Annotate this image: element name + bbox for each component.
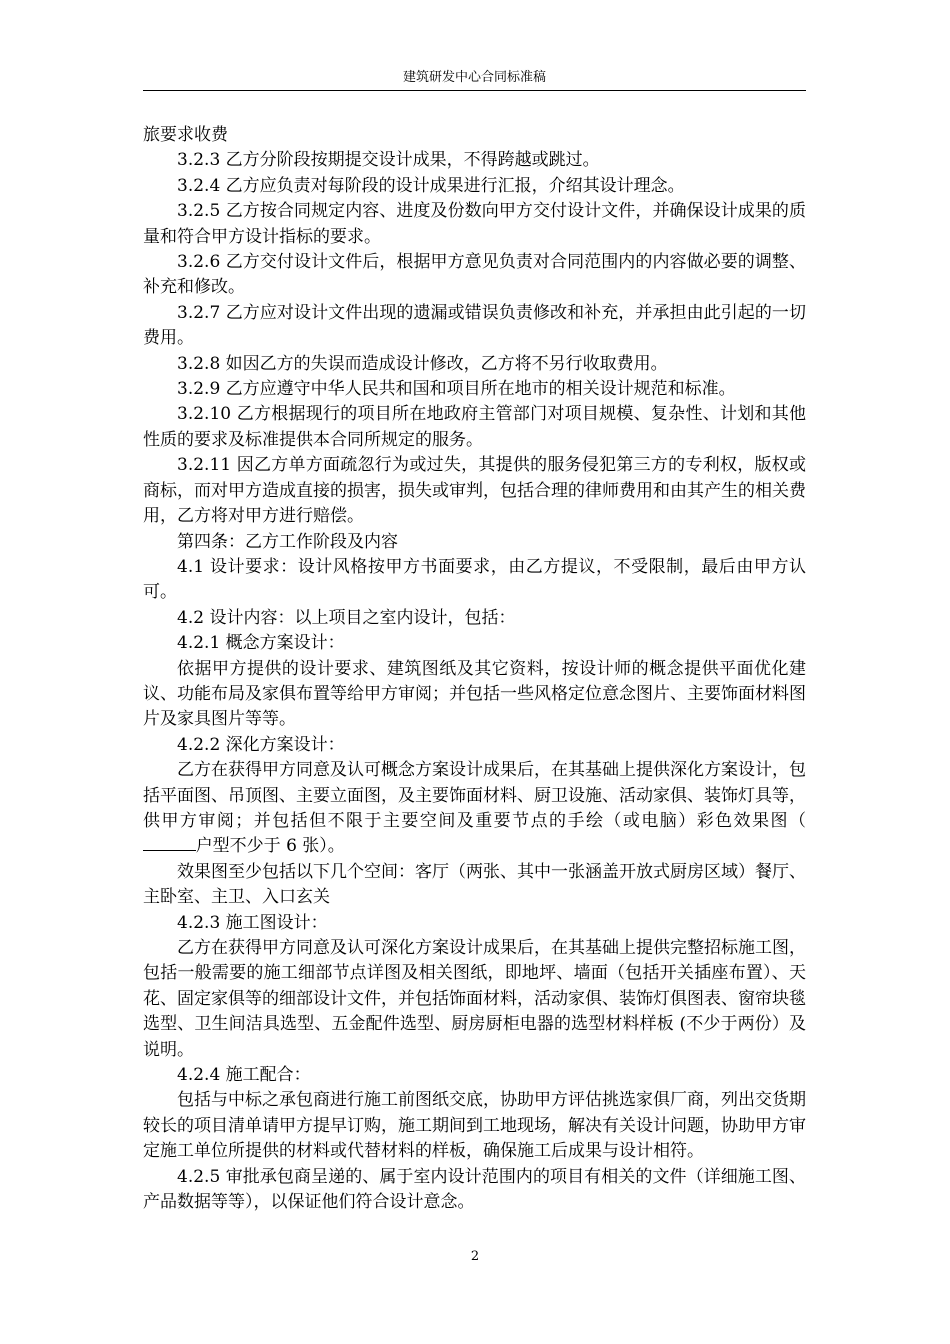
clause-4-2-3-body: 乙方在获得甲方同意及认可深化方案设计成果后，在其基础上提供完整招标施工图，包括一般需要的施工细部节点详图及相关图纸，即地坪、墙面（包括开关插座布置）、天花、固定家俱等的细部设计文件，并包括饰面材料，活动家俱、装饰灯俱图表、窗帘块毯选型、卫生间洁具选型、五金配件选型、厨房厨柜电器的选型材料样板 (不少于两份）及说明。 xyxy=(143,938,806,1060)
fill-in-blank xyxy=(143,835,196,851)
clause-3-2-7: 3.2.7 乙方应对设计文件出现的遗漏或错误负责修改和补充，并承担由此引起的一切费用。 xyxy=(143,302,806,349)
clause-3-2-10: 3.2.10 乙方根据现行的项目所在地政府主管部门对项目规模、复杂性、计划和其他性质的要求及标准提供本合同所规定的服务。 xyxy=(143,404,806,450)
rendering-spaces: 效果图至少包括以下几个空间：客厅（两张、其中一张涵盖开放式厨房区域）餐厅、主卧室、主卫、入口玄关 xyxy=(143,861,806,908)
paragraph: 旅要求收费 xyxy=(143,125,228,145)
clause-4-2-4-heading: 4.2.4 施工配合： xyxy=(177,1065,311,1086)
clause-3-2-6: 3.2.6 乙方交付设计文件后，根据甲方意见负责对合同范围内的内容做必要的调整、补充和修改。 xyxy=(143,252,806,298)
document-body xyxy=(143,123,806,1215)
header-title: 建筑研发中心合同标准稿 xyxy=(402,70,546,85)
page-header xyxy=(143,68,806,91)
article-4-heading: 第四条：乙方工作阶段及内容 xyxy=(177,531,398,552)
clause-3-2-8: 3.2.8 如因乙方的失误而造成设计修改，乙方将不另行收取费用。 xyxy=(177,353,668,374)
clause-3-2-11: 3.2.11 因乙方单方面疏忽行为或过失，其提供的服务侵犯第三方的专利权，版权或商标，而对甲方造成直接的损害，损失或审判，包括合理的律师费用和由其产生的相关费用，乙方将对甲方进行赔偿。 xyxy=(143,455,806,527)
clause-4-1: 4.1 设计要求：设计风格按甲方书面要求，由乙方提议，不受限制，最后由甲方认可。 xyxy=(143,556,806,603)
clause-4-2: 4.2 设计内容：以上项目之室内设计，包括： xyxy=(177,607,516,628)
clause-4-2-5: 4.2.5 审批承包商呈递的、属于室内设计范围内的项目有相关的文件（详细施工图、产品数据等等），以保证他们符合设计意念。 xyxy=(143,1166,806,1213)
clause-4-2-2-heading: 4.2.2 深化方案设计： xyxy=(177,734,345,755)
clause-4-2-1-body: 依据甲方提供的设计要求、建筑图纸及其它资料，按设计师的概念提供平面优化建议、功能布局及家俱布置等给甲方审阅；并包括一些风格定位意念图片、主要饰面材料图片及家具图片等等。 xyxy=(143,658,806,730)
page-number: 2 xyxy=(470,1249,480,1264)
clause-3-2-3: 3.2.3 乙方分阶段按期提交设计成果，不得跨越或跳过。 xyxy=(177,150,600,171)
clause-4-2-2-body xyxy=(143,758,806,860)
clause-3-2-9: 3.2.9 乙方应遵守中华人民共和国和项目所在地市的相关设计规范和标准。 xyxy=(177,379,736,400)
page-footer xyxy=(0,1248,950,1266)
clause-4-2-3-heading: 4.2.3 施工图设计： xyxy=(177,912,328,933)
clause-3-2-4: 3.2.4 乙方应负责对每阶段的设计成果进行汇报，介绍其设计理念。 xyxy=(177,175,685,196)
clause-4-2-2-tail: 户型不少于 6 张）。 xyxy=(195,836,345,857)
clause-4-2-1-heading: 4.2.1 概念方案设计： xyxy=(177,633,345,654)
clause-3-2-5: 3.2.5 乙方按合同规定内容、进度及份数向甲方交付设计文件，并确保设计成果的质量和符合甲方设计指标的要求。 xyxy=(143,201,806,247)
clause-4-2-4-body: 包括与中标之承包商进行施工前图纸交底，协助甲方评估挑选家俱厂商，列出交货期较长的项目清单请甲方提早订购，施工期间到工地现场，解决有关设计问题，协助甲方审定施工单位所提供的材料或代替材料的样板，确保施工后成果与设计相符。 xyxy=(143,1090,806,1162)
clause-4-2-2-text: 乙方在获得甲方同意及认可概念方案设计成果后，在其基础上提供深化方案设计，包括平面图、吊顶图、主要立面图，及主要饰面材料、厨卫设施、活动家俱、装饰灯具等，供甲方审阅；并包括但不限于主要空间及重要节点的手绘（或电脑）彩色效果图（ xyxy=(143,760,806,831)
